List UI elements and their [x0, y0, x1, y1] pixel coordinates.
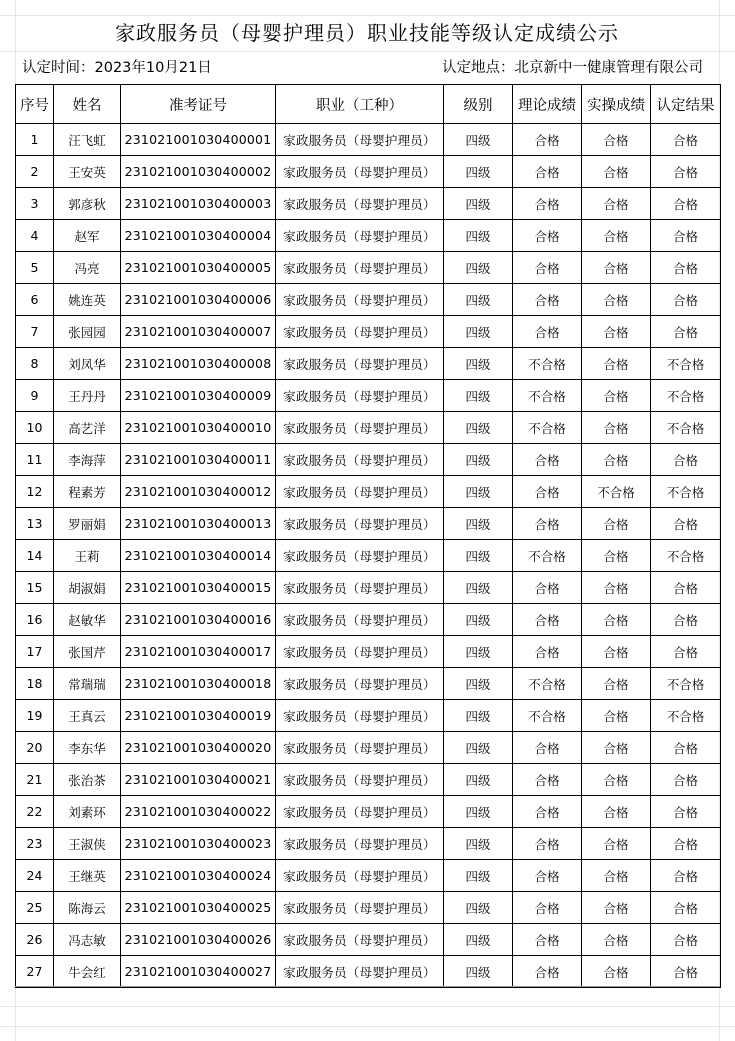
cell-ticket: 231021001030400007 [121, 316, 276, 348]
cell-result: 不合格 [651, 540, 721, 572]
cell-name: 王淑侠 [54, 828, 121, 860]
cell-practical: 合格 [582, 316, 651, 348]
cell-practical: 合格 [582, 860, 651, 892]
cell-theory: 合格 [513, 284, 582, 316]
cell-occupation: 家政服务员（母婴护理员） [276, 316, 444, 348]
cell-result: 合格 [651, 636, 721, 668]
cell-level: 四级 [444, 732, 513, 764]
cell-seq: 20 [16, 732, 54, 764]
cell-name: 张治茶 [54, 764, 121, 796]
col-header-theory: 理论成绩 [513, 85, 582, 124]
cell-seq: 23 [16, 828, 54, 860]
table-row [16, 252, 721, 284]
cell-theory: 合格 [513, 572, 582, 604]
cell-result: 合格 [651, 188, 721, 220]
cell-occupation: 家政服务员（母婴护理员） [276, 380, 444, 412]
cell-result: 合格 [651, 220, 721, 252]
cell-practical: 合格 [582, 412, 651, 444]
cell-result: 合格 [651, 956, 721, 988]
cell-ticket: 231021001030400018 [121, 668, 276, 700]
cell-level: 四级 [444, 316, 513, 348]
cell-name: 李东华 [54, 732, 121, 764]
cell-ticket: 231021001030400016 [121, 604, 276, 636]
page-title: 家政服务员（母婴护理员）职业技能等级认定成绩公示 [115, 21, 619, 45]
col-header-occupation: 职业（工种） [276, 85, 444, 124]
cell-practical: 合格 [582, 668, 651, 700]
cell-ticket: 231021001030400027 [121, 956, 276, 988]
cell-practical: 合格 [582, 572, 651, 604]
cell-level: 四级 [444, 348, 513, 380]
cell-occupation: 家政服务员（母婴护理员） [276, 828, 444, 860]
table-row [16, 636, 721, 668]
cell-ticket: 231021001030400009 [121, 380, 276, 412]
cell-practical: 合格 [582, 380, 651, 412]
cell-seq: 4 [16, 220, 54, 252]
cell-name: 郭彦秋 [54, 188, 121, 220]
cell-seq: 21 [16, 764, 54, 796]
cell-name: 汪飞虹 [54, 124, 121, 156]
cell-level: 四级 [444, 572, 513, 604]
cell-seq: 3 [16, 188, 54, 220]
cell-theory: 合格 [513, 604, 582, 636]
cell-theory: 合格 [513, 508, 582, 540]
cell-seq: 9 [16, 380, 54, 412]
cell-result: 不合格 [651, 412, 721, 444]
cell-ticket: 231021001030400008 [121, 348, 276, 380]
table-row [16, 540, 721, 572]
cell-practical: 合格 [582, 252, 651, 284]
cell-result: 合格 [651, 732, 721, 764]
cell-seq: 16 [16, 604, 54, 636]
cell-seq: 7 [16, 316, 54, 348]
cell-level: 四级 [444, 892, 513, 924]
table-row [16, 156, 721, 188]
cell-level: 四级 [444, 476, 513, 508]
results-body [16, 124, 721, 988]
cell-theory: 不合格 [513, 540, 582, 572]
cell-level: 四级 [444, 444, 513, 476]
cell-seq: 11 [16, 444, 54, 476]
col-header-level: 级别 [444, 85, 513, 124]
cell-practical: 合格 [582, 124, 651, 156]
cell-level: 四级 [444, 124, 513, 156]
table-row [16, 412, 721, 444]
table-row [16, 124, 721, 156]
cell-practical: 合格 [582, 540, 651, 572]
table-row [16, 572, 721, 604]
cell-name: 赵敏华 [54, 604, 121, 636]
cell-name: 高艺洋 [54, 412, 121, 444]
cell-theory: 合格 [513, 316, 582, 348]
table-row [16, 732, 721, 764]
cell-seq: 24 [16, 860, 54, 892]
cell-ticket: 231021001030400001 [121, 124, 276, 156]
cell-result: 不合格 [651, 476, 721, 508]
cell-result: 合格 [651, 892, 721, 924]
cell-occupation: 家政服务员（母婴护理员） [276, 764, 444, 796]
cell-level: 四级 [444, 412, 513, 444]
cell-practical: 合格 [582, 700, 651, 732]
cell-name: 刘凤华 [54, 348, 121, 380]
cell-ticket: 231021001030400003 [121, 188, 276, 220]
cell-occupation: 家政服务员（母婴护理员） [276, 892, 444, 924]
cell-ticket: 231021001030400023 [121, 828, 276, 860]
cell-occupation: 家政服务员（母婴护理员） [276, 124, 444, 156]
cell-seq: 1 [16, 124, 54, 156]
cell-result: 合格 [651, 156, 721, 188]
grid-line [0, 51, 735, 52]
col-header-ticket: 准考证号 [121, 85, 276, 124]
cell-level: 四级 [444, 636, 513, 668]
cell-occupation: 家政服务员（母婴护理员） [276, 540, 444, 572]
cell-ticket: 231021001030400019 [121, 700, 276, 732]
cell-name: 冯志敏 [54, 924, 121, 956]
cell-occupation: 家政服务员（母婴护理员） [276, 188, 444, 220]
cell-seq: 10 [16, 412, 54, 444]
cell-level: 四级 [444, 796, 513, 828]
table-row [16, 508, 721, 540]
table-row [16, 828, 721, 860]
cell-occupation: 家政服务员（母婴护理员） [276, 604, 444, 636]
table-row [16, 956, 721, 988]
cell-theory: 合格 [513, 956, 582, 988]
table-row [16, 668, 721, 700]
cell-result: 合格 [651, 284, 721, 316]
cell-theory: 合格 [513, 924, 582, 956]
cell-level: 四级 [444, 764, 513, 796]
cell-ticket: 231021001030400012 [121, 476, 276, 508]
cell-result: 合格 [651, 508, 721, 540]
cell-practical: 合格 [582, 604, 651, 636]
cell-seq: 18 [16, 668, 54, 700]
cell-result: 不合格 [651, 380, 721, 412]
cell-theory: 合格 [513, 252, 582, 284]
table-row [16, 444, 721, 476]
cell-practical: 合格 [582, 924, 651, 956]
cell-seq: 17 [16, 636, 54, 668]
cell-occupation: 家政服务员（母婴护理员） [276, 924, 444, 956]
cell-level: 四级 [444, 668, 513, 700]
cell-result: 合格 [651, 828, 721, 860]
cell-result: 合格 [651, 764, 721, 796]
exam-location: 认定地点：北京新中一健康管理有限公司 [442, 60, 703, 76]
cell-name: 王继英 [54, 860, 121, 892]
cell-seq: 12 [16, 476, 54, 508]
cell-ticket: 231021001030400024 [121, 860, 276, 892]
table-row [16, 924, 721, 956]
table-row [16, 764, 721, 796]
cell-name: 罗丽娟 [54, 508, 121, 540]
cell-level: 四级 [444, 380, 513, 412]
cell-name: 程素芳 [54, 476, 121, 508]
cell-seq: 8 [16, 348, 54, 380]
cell-level: 四级 [444, 508, 513, 540]
cell-level: 四级 [444, 220, 513, 252]
cell-ticket: 231021001030400002 [121, 156, 276, 188]
cell-practical: 合格 [582, 732, 651, 764]
table-row [16, 348, 721, 380]
cell-theory: 合格 [513, 732, 582, 764]
cell-name: 胡淑娟 [54, 572, 121, 604]
cell-theory: 不合格 [513, 700, 582, 732]
table-row [16, 316, 721, 348]
table-row [16, 604, 721, 636]
table-row [16, 188, 721, 220]
grid-line [0, 1006, 735, 1007]
table-row [16, 380, 721, 412]
cell-theory: 合格 [513, 860, 582, 892]
table-row [16, 860, 721, 892]
cell-name: 王真云 [54, 700, 121, 732]
cell-ticket: 231021001030400015 [121, 572, 276, 604]
cell-ticket: 231021001030400013 [121, 508, 276, 540]
cell-theory: 不合格 [513, 348, 582, 380]
cell-name: 王丹丹 [54, 380, 121, 412]
table-row [16, 476, 721, 508]
table-row [16, 220, 721, 252]
cell-theory: 合格 [513, 636, 582, 668]
cell-theory: 合格 [513, 444, 582, 476]
cell-occupation: 家政服务员（母婴护理员） [276, 732, 444, 764]
cell-theory: 不合格 [513, 380, 582, 412]
cell-theory: 合格 [513, 220, 582, 252]
cell-theory: 合格 [513, 828, 582, 860]
cell-occupation: 家政服务员（母婴护理员） [276, 508, 444, 540]
cell-practical: 合格 [582, 796, 651, 828]
cell-seq: 2 [16, 156, 54, 188]
cell-level: 四级 [444, 188, 513, 220]
cell-occupation: 家政服务员（母婴护理员） [276, 348, 444, 380]
cell-practical: 合格 [582, 444, 651, 476]
cell-result: 合格 [651, 796, 721, 828]
cell-level: 四级 [444, 860, 513, 892]
cell-result: 合格 [651, 316, 721, 348]
cell-practical: 合格 [582, 348, 651, 380]
cell-practical: 合格 [582, 188, 651, 220]
cell-occupation: 家政服务员（母婴护理员） [276, 572, 444, 604]
cell-result: 合格 [651, 860, 721, 892]
cell-occupation: 家政服务员（母婴护理员） [276, 444, 444, 476]
cell-result: 合格 [651, 444, 721, 476]
cell-name: 赵军 [54, 220, 121, 252]
cell-name: 姚连英 [54, 284, 121, 316]
cell-occupation: 家政服务员（母婴护理员） [276, 284, 444, 316]
cell-result: 不合格 [651, 668, 721, 700]
cell-seq: 19 [16, 700, 54, 732]
cell-occupation: 家政服务员（母婴护理员） [276, 476, 444, 508]
cell-ticket: 231021001030400011 [121, 444, 276, 476]
cell-ticket: 231021001030400006 [121, 284, 276, 316]
cell-seq: 22 [16, 796, 54, 828]
cell-name: 冯亮 [54, 252, 121, 284]
cell-name: 王莉 [54, 540, 121, 572]
cell-ticket: 231021001030400004 [121, 220, 276, 252]
cell-theory: 合格 [513, 796, 582, 828]
cell-result: 不合格 [651, 700, 721, 732]
cell-name: 王安英 [54, 156, 121, 188]
cell-result: 合格 [651, 124, 721, 156]
table-row [16, 284, 721, 316]
cell-level: 四级 [444, 828, 513, 860]
cell-name: 张国芹 [54, 636, 121, 668]
cell-name: 牛会红 [54, 956, 121, 988]
cell-practical: 合格 [582, 636, 651, 668]
cell-ticket: 231021001030400022 [121, 796, 276, 828]
cell-occupation: 家政服务员（母婴护理员） [276, 220, 444, 252]
cell-occupation: 家政服务员（母婴护理员） [276, 636, 444, 668]
table-row [16, 892, 721, 924]
cell-seq: 27 [16, 956, 54, 988]
cell-result: 合格 [651, 604, 721, 636]
cell-ticket: 231021001030400020 [121, 732, 276, 764]
cell-level: 四级 [444, 924, 513, 956]
cell-ticket: 231021001030400010 [121, 412, 276, 444]
col-header-practical: 实操成绩 [582, 85, 651, 124]
cell-theory: 合格 [513, 188, 582, 220]
header-row [16, 85, 721, 124]
cell-occupation: 家政服务员（母婴护理员） [276, 252, 444, 284]
cell-level: 四级 [444, 604, 513, 636]
exam-date: 认定时间：2023年10月21日 [22, 60, 212, 76]
cell-ticket: 231021001030400005 [121, 252, 276, 284]
col-header-seq: 序号 [16, 85, 54, 124]
cell-practical: 合格 [582, 892, 651, 924]
cell-result: 合格 [651, 252, 721, 284]
cell-occupation: 家政服务员（母婴护理员） [276, 412, 444, 444]
cell-seq: 5 [16, 252, 54, 284]
cell-name: 刘素环 [54, 796, 121, 828]
cell-seq: 6 [16, 284, 54, 316]
cell-name: 陈海云 [54, 892, 121, 924]
cell-seq: 25 [16, 892, 54, 924]
cell-level: 四级 [444, 156, 513, 188]
cell-practical: 合格 [582, 156, 651, 188]
cell-seq: 13 [16, 508, 54, 540]
cell-level: 四级 [444, 284, 513, 316]
col-header-result: 认定结果 [651, 85, 721, 124]
cell-occupation: 家政服务员（母婴护理员） [276, 700, 444, 732]
cell-ticket: 231021001030400021 [121, 764, 276, 796]
grid-line [0, 1026, 735, 1027]
cell-practical: 合格 [582, 220, 651, 252]
cell-occupation: 家政服务员（母婴护理员） [276, 956, 444, 988]
results-table [15, 84, 721, 988]
cell-occupation: 家政服务员（母婴护理员） [276, 860, 444, 892]
cell-practical: 合格 [582, 764, 651, 796]
cell-theory: 不合格 [513, 412, 582, 444]
cell-level: 四级 [444, 540, 513, 572]
cell-ticket: 231021001030400017 [121, 636, 276, 668]
cell-practical: 合格 [582, 956, 651, 988]
cell-seq: 15 [16, 572, 54, 604]
cell-name: 常瑞瑞 [54, 668, 121, 700]
cell-result: 合格 [651, 924, 721, 956]
cell-seq: 14 [16, 540, 54, 572]
cell-theory: 合格 [513, 124, 582, 156]
cell-ticket: 231021001030400025 [121, 892, 276, 924]
cell-level: 四级 [444, 956, 513, 988]
cell-level: 四级 [444, 700, 513, 732]
cell-theory: 合格 [513, 892, 582, 924]
cell-occupation: 家政服务员（母婴护理员） [276, 668, 444, 700]
table-bottom-line [15, 986, 720, 987]
cell-result: 不合格 [651, 348, 721, 380]
cell-theory: 合格 [513, 476, 582, 508]
cell-occupation: 家政服务员（母婴护理员） [276, 156, 444, 188]
cell-theory: 不合格 [513, 668, 582, 700]
col-header-name: 姓名 [54, 85, 121, 124]
cell-ticket: 231021001030400014 [121, 540, 276, 572]
cell-practical: 合格 [582, 284, 651, 316]
cell-practical: 合格 [582, 828, 651, 860]
cell-practical: 不合格 [582, 476, 651, 508]
cell-result: 合格 [651, 572, 721, 604]
cell-occupation: 家政服务员（母婴护理员） [276, 796, 444, 828]
cell-ticket: 231021001030400026 [121, 924, 276, 956]
cell-level: 四级 [444, 252, 513, 284]
cell-name: 张园园 [54, 316, 121, 348]
table-row [16, 796, 721, 828]
cell-theory: 合格 [513, 156, 582, 188]
cell-theory: 合格 [513, 764, 582, 796]
cell-name: 李海萍 [54, 444, 121, 476]
cell-practical: 合格 [582, 508, 651, 540]
cell-seq: 26 [16, 924, 54, 956]
table-row [16, 700, 721, 732]
